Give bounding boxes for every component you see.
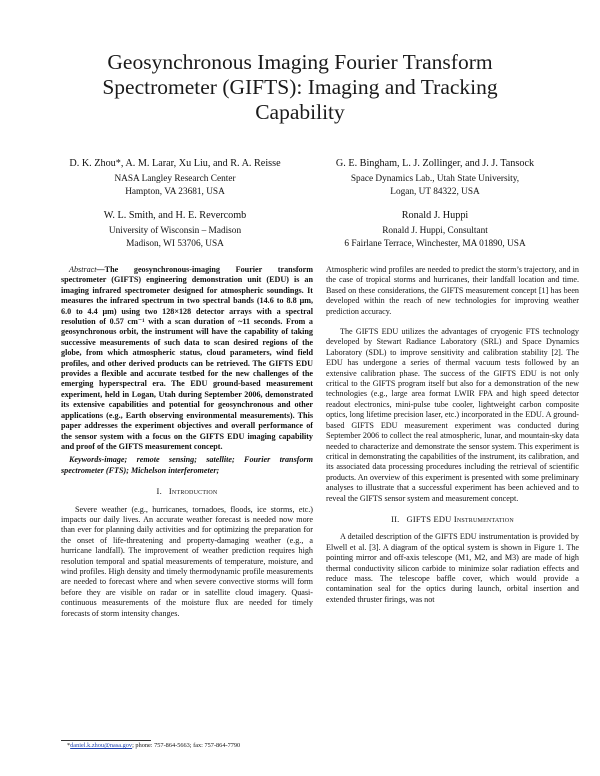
author-names: G. E. Bingham, L. J. Zollinger, and J. J. Tansock [335, 158, 535, 169]
author-affiliation: Ronald J. Huppi, Consultant [382, 226, 488, 236]
author-address: Madison, WI 53706, USA [126, 239, 224, 249]
author-address: 6 Fairlane Terrace, Winchester, MA 01890, USA [344, 239, 526, 249]
section-title: Introduction [168, 486, 218, 497]
author-block-sdl [305, 157, 565, 199]
section-title: GIFTS EDU Instrumentation [406, 513, 514, 524]
body-paragraph: Atmospheric wind profiles are needed to predict the storm’s trajectory, and in the case of tropical storms and hurricanes, their landfall location and time. Based on these considerations, the GIFTS measurement concept [1] has been developed within the reach of new technologies for improving weather prediction accuracy. [326, 265, 579, 316]
keywords: Keywords-image; remote sensing; satellite; Fourier transform spectrometer (FTS); Michelson interferometer; [61, 455, 313, 475]
author-names: Ronald J. Huppi [401, 210, 469, 221]
section-heading-introduction [61, 486, 313, 496]
author-names: D. K. Zhou*, A. M. Larar, Xu Liu, and R. A. Reisse [69, 158, 281, 169]
paper-title: Geosynchronous Imaging Fourier Transform Spectrometer (GIFTS): Imaging and Tracking Capability [102, 50, 498, 124]
author-affiliation: Space Dynamics Lab., Utah State University, [350, 174, 520, 184]
footnote-rule [61, 740, 151, 741]
footnote-email-link[interactable]: daniel.k.zhou@nasa.gov [70, 742, 133, 749]
author-affiliation: University of Wisconsin – Madison [108, 226, 242, 236]
body-paragraph: Severe weather (e.g., hurricanes, tornadoes, floods, ice storms, etc.) impacts our daily lives. An accurate weather forecast is needed now more than ever for planning daily activities and for optimizing the preparation for the onset of life-threatening and property-damaging weather (e.g., a hurricane landfall). The improvement of weather prediction requires high resolution temporal and spatial measurements of temperature, moisture, and wind profiles. High density and timely thermodynamic profile measurements are needed to forecast where and when severe convective storms will form before they are visible on radar or in satellite cloud imagery. Quasi-continuous measurements of the moisture flux are needed for timely forecasts of storm intensity changes. [61, 504, 313, 618]
author-names: W. L. Smith, and H. E. Revercomb [103, 210, 247, 221]
body-paragraph: The GIFTS EDU utilizes the advantages of cryogenic FTS technology developed by Stewart Radiance Laboratory (SRL) and Space Dynamics Laboratory (SDL) to improve sensitivity and calibration stability [2]. The EDU has undergone a series of thermal vacuum tests followed by an extensive calibration phase. The success of the GIFTS EDU is not only critical to the GIFTS program itself but also for a demonstration of the new technologies (e.g., large area format LWIR FPA and high speed detector readout electronics, mini-pulse tube cooler, lightweight carbon composite optics, long lifetime precision laser, etc.) incorporated in the EDU. A ground-based GIFTS EDU measurement experiment was conducted during September 2006 to collect the real atmospheric, lunar, and mountain-sky data needed to characterize and demonstrate the sensor system. This experiment is critical in demonstrating the capabilities of the instrument, its calibration, and its associated data processing procedures including the retrieval of scientific products. An overview of this experiment is presented with some preliminary analyses to illustrate that a successful experiment has been achieved and to reveal the GIFTS sensor system and measurement concept. [326, 327, 579, 503]
left-column [61, 265, 313, 619]
section-number: II. [391, 513, 400, 524]
right-column [326, 265, 579, 605]
section-number: I. [156, 486, 162, 497]
footnote-contact: ; phone: 757-864-5663; fax: 757-864-7790 [132, 742, 241, 749]
abstract-paragraph [61, 265, 313, 452]
author-affiliation: NASA Langley Research Center [114, 174, 236, 184]
author-block-huppi [305, 209, 565, 251]
author-block-wisconsin [40, 209, 310, 251]
abstract-body: —The geosynchronous-imaging Fourier transform spectrometer (GIFTS) engineering demonstration unit (EDU) is an imaging infrared spectrometer designed for atmospheric soundings. It measures the infrared spectrum in two spectral bands (14.6 to 8.8 μm, 6.0 to 4.4 μm) using two 128×128 detector arrays with a spectral resolution of 0.57 cm⁻¹ with a scan duration of ~11 seconds. From a geosynchronous orbit, the instrument will have the capability of taking successive measurements of such data to scan desired regions of the globe, from which atmospheric status, cloud parameters, wind field profiles, and other derived products can be retrieved. The GIFTS EDU provides a flexible and accurate testbed for the new challenges of the emerging hyperspectral era. The EDU ground-based measurement experiment, held in Logan, Utah during September 2006, demonstrated its extensive capabilities and potential for geosynchronous and other applications (e.g., Earth observing environmental measurements). This paper addresses the experiment objectives and overall performance of the sensor system with a focus on the GIFTS EDU imaging capability and proof of the GIFTS measurement concept. [61, 265, 313, 451]
footnote-marker: * [67, 742, 71, 749]
author-block-langley [40, 157, 310, 199]
author-address: Logan, UT 84322, USA [390, 187, 480, 197]
footnote [67, 742, 240, 749]
section-heading-instrumentation [326, 514, 579, 524]
body-paragraph: A detailed description of the GIFTS EDU instrumentation is provided by Elwell et al. [3]. A diagram of the optical system is shown in Figure 1. The pointing mirror and off-axis telescope (M1, M2, and M3) are made of high thermal conductivity silicon carbide to minimize solar radiation effects and reduce mass. The telescope baffle cover, which would provide a contamination seal for the optics during launch, orbital insertion and extended thruster firings, was not [326, 532, 579, 604]
abstract-label: Abstract [69, 265, 97, 274]
author-address: Hampton, VA 23681, USA [125, 187, 225, 197]
